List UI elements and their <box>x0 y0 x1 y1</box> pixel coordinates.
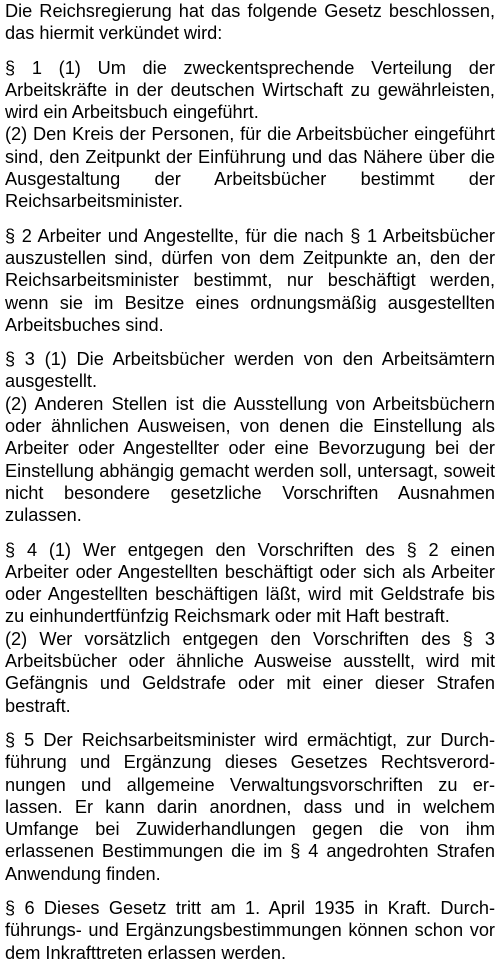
section-3-paragraph-1: § 3 (1) Die Arbeitsbücher werden von den Arbeitsämtern ausgestellt. <box>5 349 495 392</box>
section-5-paragraph: § 5 Der Reichsarbeitsminister wird ermächtigt, zur Durchführung und Ergänzung dieses Gesetzes Rechtsverordnungen und allgemeine Verwaltungsvorschriften zu erlassen. Er kann darin anordnen, dass und in welchem Umfange bei Zuwiderhandlungen gegen die von ihm erlassenen Bestimmungen die im § 4 angedrohten Strafen Anwendung finden. <box>5 729 495 884</box>
section-3-paragraph-2: (2) Anderen Stellen ist die Ausstellung von Arbeitsbüchern oder ähnlichen Ausweisen, von denen die Einstellung als Arbeiter oder Angestellter oder eine Bevorzugung bei der Einstellung abhängig gemacht werden soll, untersagt, soweit nicht besondere gesetzliche Vorschriften Ausnahmen zulassen. <box>5 393 495 526</box>
section-6-paragraph: § 6 Dieses Gesetz tritt am 1. April 1935 in Kraft. Durchführungs- und Ergänzungsbestimmungen können schon vor dem Inkrafttreten erlassen werden. <box>5 897 495 963</box>
section-4-paragraph-2: (2) Wer vorsätzlich entgegen den Vorschriften des § 3 Arbeitsbücher oder ähnliche Ausweise ausstellt, wird mit Gefängnis und Geldstrafe oder mit einer dieser Strafen bestraft. <box>5 628 495 716</box>
preamble-paragraph: Die Reichsregierung hat das folgende Gesetz beschlossen, das hiermit verkündet wird: <box>5 1 495 44</box>
law-text-document <box>5 0 495 964</box>
section-4-paragraph-1: § 4 (1) Wer entgegen den Vorschriften des § 2 einen Arbeiter oder Angestellten beschäftigt oder sich als Arbeiter oder Angestellten beschäftigen läßt, wird mit Geldstrafe bis zu einhundertfünfzig Reichsmark oder mit Haft bestraft. <box>5 539 495 627</box>
section-2-paragraph: § 2 Arbeiter und Angestellte, für die nach § 1 Arbeitsbücher auszustellen sind, dürfen von dem Zeitpunkte an, den der Reichsarbeitsminister bestimmt, nur beschäftigt werden, wenn sie im Besitze eines ordnungsmäßig ausgestellten Arbeitsbuches sind. <box>5 225 495 335</box>
section-1-paragraph-1: § 1 (1) Um die zweckentsprechende Verteilung der Arbeitskräfte in der deutschen Wirtschaft zu gewährleisten, wird ein Arbeitsbuch eingeführt. <box>5 57 495 123</box>
section-1-paragraph-2: (2) Den Kreis der Personen, für die Arbeitsbücher eingeführt sind, den Zeitpunkt der Einführung und das Nähere über die Ausgestaltung der Arbeitsbücher bestimmt der Reichsarbeitsminister. <box>5 124 495 212</box>
